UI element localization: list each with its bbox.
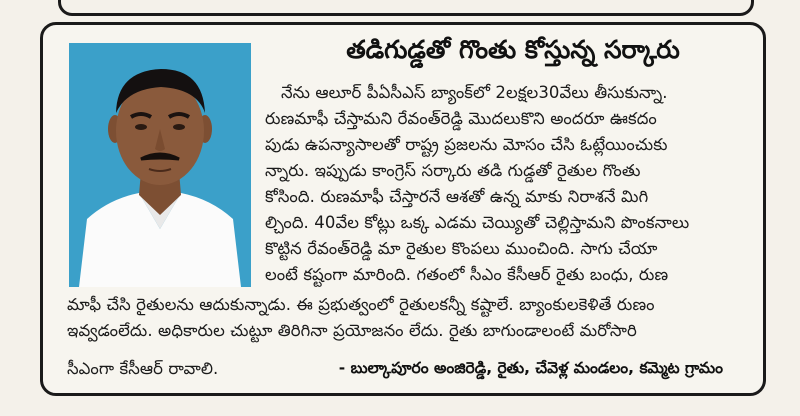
body-line: కోసింది. రుణమాఫీ చేస్తారనే ఆశతో ఉన్న మాకు నిరాశనే మిగి: [265, 187, 649, 206]
farmer-photo: [69, 43, 251, 287]
body-line: పుడు ఉపన్యాసాలతో రాష్ట్ర ప్రజలను మోసం చేసి ఓట్లేయించుకు: [265, 135, 668, 154]
portrait-image: [69, 43, 251, 287]
body-line: ఇవ్వడంలేదు. అధికారుల చుట్టూ తిరిగినా ప్రయోజనం లేదు. రైతు బాగుండాలంటే మరోసారి: [67, 321, 637, 340]
body-line: మాఫీ చేసి రైతులను ఆదుకున్నాడు. ఈ ప్రభుత్వంలో రైతులకన్నీ కష్టాలే. బ్యాంకులకెళితే రుణం: [67, 295, 655, 314]
body-line: లంటే కష్టంగా మారింది. గతంలో సీఎం కేసీఆర్ రైతు బంధు, రుణ: [265, 265, 669, 284]
body-line: ల్చింది. 40వేల కోట్లు ఒక్క ఎడమ చెయ్యితో చెల్లిస్తామని పొంకనాలు: [265, 213, 690, 232]
previous-article-box: [58, 0, 754, 16]
byline: - బుల్కాపూరం అంజిరెడ్డి, రైతు, చేవెళ్ల మండలం, కమ్మెట గ్రామం: [338, 359, 723, 377]
headline: తడిగుడ్డతో గొంతు కోస్తున్న సర్కారు: [346, 35, 680, 64]
body-line: సీఎంగా కేసీఆర్ రావాలి.: [67, 359, 219, 378]
body-line: నేను ఆలూర్ పీఏసీఎస్ బ్యాంక్‌లో 2లక్షల30వేలు తీసుకున్నా.: [281, 83, 668, 102]
article-card: [40, 22, 766, 396]
body-line: కొట్టిన రేవంత్‌రెడ్డి మా రైతుల కొంపలు ముంచింది. సాగు చేయా: [265, 239, 658, 258]
body-line: రుణమాఫీ చేస్తామని రేవంత్‌రెడ్డి మొదలుకొని అందరూ ఊకదం: [265, 109, 657, 128]
body-line: న్నారు. ఇప్పుడు కాంగ్రెస్ సర్కారు తడి గుడ్డతో రైతుల గొంతు: [265, 161, 641, 180]
